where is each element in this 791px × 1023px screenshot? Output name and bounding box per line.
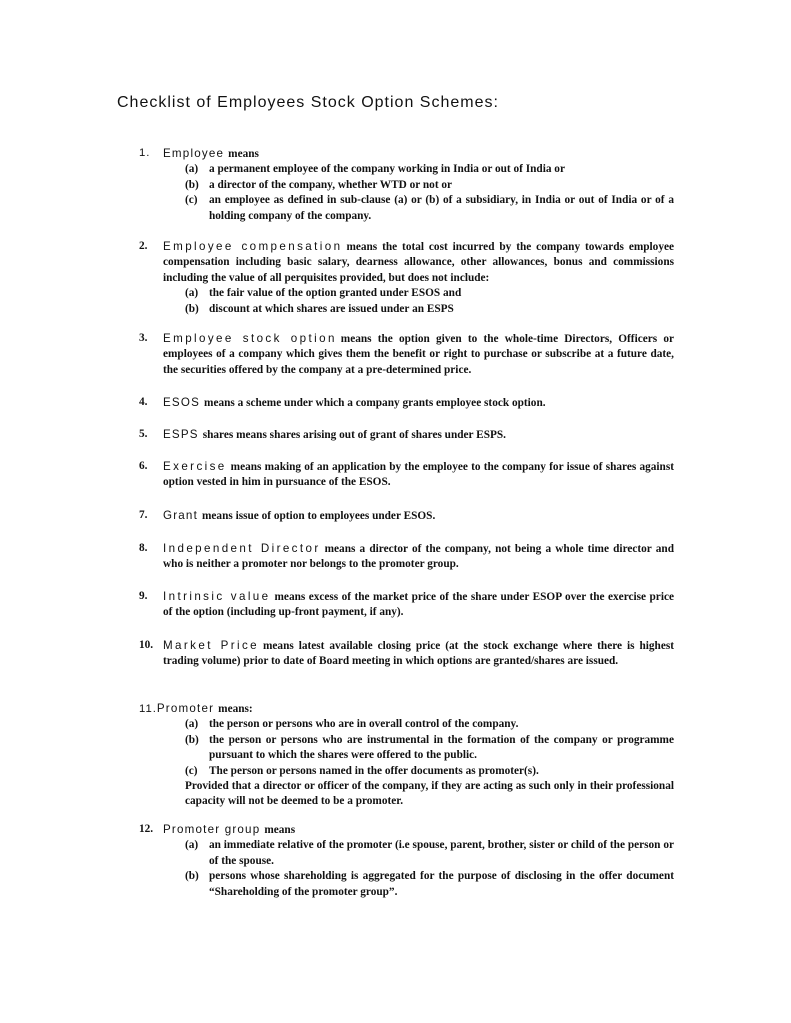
- definition-esos: [139, 395, 674, 411]
- definition-independent-director: [139, 541, 674, 573]
- definition-text: means excess of the market price of the share under ESOP over the exercise price of the option (including up-front payment, if any).: [163, 591, 674, 619]
- sub-clause-label: (b): [185, 870, 199, 883]
- sub-clause-label: (b): [185, 733, 199, 746]
- definition-text: means latest available closing price (at the stock exchange where there is highest trading volume) prior to date of Board meeting in which options are granted/shares are issued.: [163, 640, 674, 668]
- definition-employee: [139, 146, 674, 224]
- defined-term: Promoter group: [163, 823, 261, 836]
- item-number: 5.: [139, 428, 148, 440]
- sub-clause-text: a permanent employee of the company working in India or out of India or: [209, 163, 565, 176]
- item-number: 11.: [139, 703, 157, 715]
- proviso-text: Provided that a director or officer of the company, if they are acting as such only in their professional capacity will not be deemed to be a promoter.: [185, 780, 674, 808]
- defined-term: ESOS: [163, 396, 201, 409]
- defined-term: Grant: [163, 509, 198, 522]
- sub-clause: [185, 838, 674, 869]
- definition-employee-compensation: [139, 239, 674, 317]
- defined-term: Exercise: [163, 460, 227, 473]
- item-number: 10.: [139, 639, 154, 651]
- sub-clause-label: (a): [185, 718, 199, 731]
- defined-term: Promoter: [156, 702, 215, 715]
- definition-text: means the total cost incurred by the company towards employee compensation including basic salary, dearness allowance, other allowances, bonus and commissions including the value of all perquisites provided, but does not include:: [163, 241, 674, 284]
- defined-term: Employee stock option: [163, 332, 337, 345]
- item-number: 3.: [139, 332, 148, 344]
- sub-clause-text: discount at which shares are issued under an ESPS: [209, 302, 454, 315]
- sub-clause: [185, 733, 674, 764]
- sub-clause: [185, 286, 674, 301]
- sub-clause-text: persons whose shareholding is aggregated for the purpose of disclosing in the offer document “Shareholding of the promoter group”.: [209, 870, 674, 898]
- sub-clause-label: (c): [185, 194, 198, 207]
- definition-text: shares means shares arising out of grant of shares under ESPS.: [202, 429, 507, 441]
- definition-text: means a scheme under which a company grants employee stock option.: [204, 397, 546, 409]
- sub-clause-label: (a): [185, 163, 199, 176]
- definition-employee-stock-option: [139, 331, 674, 378]
- sub-clause-text: the fair value of the option granted under ESOS and: [209, 287, 462, 300]
- definition-text: means: [264, 824, 296, 836]
- item-number: 8.: [139, 542, 148, 554]
- sub-clause-label: (a): [185, 839, 199, 852]
- item-number: 4.: [139, 396, 148, 408]
- sub-clause: [185, 717, 674, 732]
- definition-text: means issue of option to employees under ESOS.: [202, 510, 436, 522]
- document-title: Checklist of Employees Stock Option Schemes:: [117, 94, 499, 111]
- sub-clause-label: (b): [185, 178, 199, 191]
- defined-term: Intrinsic value: [163, 590, 271, 603]
- item-number: 6.: [139, 460, 148, 472]
- definition-market-price: [139, 638, 674, 670]
- sub-clause-text: an immediate relative of the promoter (i.e spouse, parent, brother, sister or child of the person or of the spouse.: [209, 839, 674, 867]
- definition-esps: [139, 427, 674, 443]
- definition-text: means: [228, 148, 259, 160]
- defined-term: Independent Director: [163, 542, 321, 555]
- defined-term: Market Price: [163, 639, 259, 652]
- sub-clause-text: a director of the company, whether WTD or not or: [209, 178, 453, 191]
- definition-exercise: [139, 459, 674, 491]
- item-number: 7.: [139, 509, 148, 521]
- item-number: 2.: [139, 240, 148, 252]
- sub-clause-text: The person or persons named in the offer documents as promoter(s).: [209, 764, 539, 777]
- sub-clause: [185, 764, 674, 779]
- item-number: 1.: [139, 147, 151, 159]
- sub-clause-text: the person or persons who are instrumental in the formation of the company or programme pursuant to which the shares were offered to the public.: [209, 733, 674, 762]
- sub-clause: [185, 162, 674, 177]
- sub-clause: [185, 193, 674, 224]
- sub-clause-label: (c): [185, 764, 198, 777]
- definition-intrinsic-value: [139, 589, 674, 621]
- definition-text: means making of an application by the employee to the company for issue of shares against option vested in him in pursuance of the ESOS.: [163, 461, 674, 489]
- definition-promoter: [139, 701, 674, 810]
- sub-clause-label: (b): [185, 302, 199, 315]
- defined-term: Employee compensation: [163, 240, 343, 253]
- sub-clause-label: (a): [185, 287, 199, 300]
- defined-term: ESPS: [163, 428, 199, 441]
- defined-term: Employee: [163, 147, 225, 160]
- sub-clause-text: an employee as defined in sub-clause (a) or (b) of a subsidiary, in India or out of India or of a holding company of the company.: [209, 194, 674, 222]
- item-number: 9.: [139, 590, 148, 602]
- definition-text: means a director of the company, not being a whole time director and who is neither a promoter nor belongs to the promoter group.: [163, 543, 674, 571]
- definition-promoter-group: [139, 822, 674, 900]
- definition-grant: [139, 508, 674, 524]
- sub-clause-text: the person or persons who are in overall control of the company.: [209, 718, 519, 731]
- definition-text: means:: [218, 703, 253, 715]
- sub-clause: [185, 302, 674, 317]
- item-number: 12.: [139, 823, 154, 835]
- sub-clause: [185, 869, 674, 900]
- definition-text: means the option given to the whole-time Directors, Officers or employees of a company which gives them the benefit or right to purchase or subscribe at a future date, the securities offered by the company at a pre-determined price.: [163, 333, 674, 376]
- sub-clause: [185, 178, 674, 193]
